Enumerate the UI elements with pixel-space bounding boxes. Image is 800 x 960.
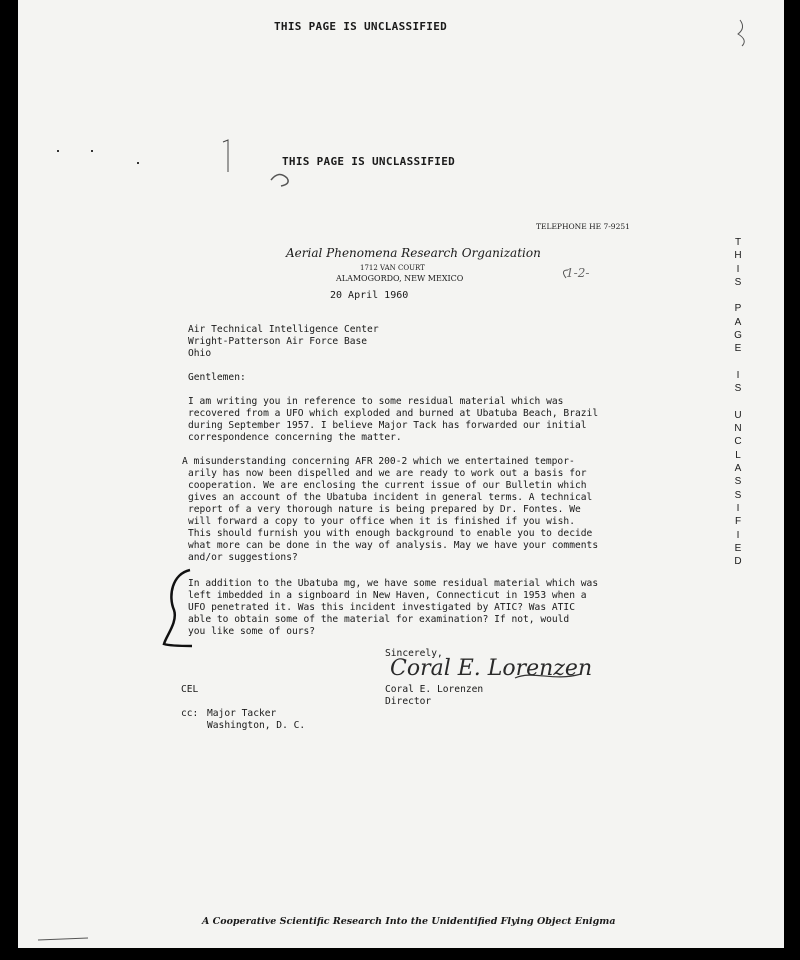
organization-name: Aerial Phenomena Research Organization xyxy=(286,246,541,260)
side-letter: S xyxy=(734,476,742,488)
cc-line: Washington, D. C. xyxy=(207,720,306,731)
side-letter: U xyxy=(734,409,742,421)
side-letter: S xyxy=(734,489,742,501)
side-classification-banner xyxy=(731,236,745,568)
letter-date: 20 April 1960 xyxy=(330,290,409,301)
side-letter: N xyxy=(734,423,742,435)
side-letter: I xyxy=(736,529,740,541)
salutation: Gentlemen: xyxy=(188,372,246,383)
side-letter: I xyxy=(736,263,740,275)
address-city: ALAMOGORDO, NEW MEXICO xyxy=(336,274,464,283)
side-letter: A xyxy=(734,463,742,475)
paragraph-line: arily has now been dispelled and we are ready to work out a basis for xyxy=(188,468,587,479)
side-letter: S xyxy=(734,383,742,395)
paragraph-line: cooperation. We are enclosing the current issue of our Bulletin which xyxy=(188,480,587,491)
signer-name: Coral E. Lorenzen xyxy=(385,684,484,695)
recipient-line: Air Technical Intelligence Center xyxy=(188,324,379,335)
telephone-number: TELEPHONE HE 7-9251 xyxy=(536,222,630,231)
side-letter: E xyxy=(734,343,742,355)
margin-note: 1-2- xyxy=(566,266,590,280)
side-letter: I xyxy=(736,502,740,514)
side-letter xyxy=(731,289,745,302)
paragraph-line: correspondence concerning the matter. xyxy=(188,432,402,443)
side-letter: L xyxy=(735,449,741,461)
side-letter: G xyxy=(734,330,742,342)
paragraph-line: A misunderstanding concerning AFR 200-2 which we entertained tempor- xyxy=(182,456,575,467)
cc-line: Major Tacker xyxy=(207,708,277,719)
recipient-line: Wright-Patterson Air Force Base xyxy=(188,336,368,347)
paragraph-line: This should furnish you with enough background to enable you to decide xyxy=(188,528,593,539)
signer-title: Director xyxy=(385,696,432,707)
paragraph-line: I am writing you in reference to some residual material which was xyxy=(188,396,564,407)
top-classification-banner: THIS PAGE IS UNCLASSIFIED xyxy=(274,20,448,33)
classification-banner: THIS PAGE IS UNCLASSIFIED xyxy=(282,155,456,168)
side-letter: T xyxy=(734,237,742,248)
side-letter: S xyxy=(734,276,742,288)
paragraph-line: left imbedded in a signboard in New Haven, Connecticut in 1953 when a xyxy=(188,590,587,601)
paragraph-line: you like some of ours? xyxy=(188,626,316,637)
paragraph-line: In addition to the Ubatuba mg, we have some residual material which was xyxy=(188,578,599,589)
side-letter: H xyxy=(734,250,742,262)
paragraph-line: able to obtain some of the material for examination? If not, would xyxy=(188,614,570,625)
document-page xyxy=(18,0,784,948)
side-letter: A xyxy=(734,316,742,328)
recipient-line: Ohio xyxy=(188,348,212,359)
paragraph-line: will forward a copy to your office when it is finished if you wish. xyxy=(188,516,575,527)
closing: Sincerely, xyxy=(385,648,443,659)
side-letter: E xyxy=(734,542,742,554)
side-letter: F xyxy=(734,516,742,528)
cc-label: cc: xyxy=(181,708,199,719)
side-letter xyxy=(731,396,745,409)
signature: Coral E. Lorenzen xyxy=(390,656,593,681)
paragraph-line: during September 1957. I believe Major Tack has forwarded our initial xyxy=(188,420,587,431)
signature-flourish xyxy=(513,668,583,684)
paragraph-line: recovered from a UFO which exploded and burned at Ubatuba Beach, Brazil xyxy=(188,408,599,419)
side-letter: C xyxy=(734,436,742,448)
side-letter: D xyxy=(734,556,742,568)
letterhead-footer: A Cooperative Scientific Research Into the Unidentified Flying Object Enigma xyxy=(202,916,616,927)
side-letter xyxy=(731,356,745,369)
address-street: 1712 VAN COURT xyxy=(360,264,425,272)
paragraph-line: gives an account of the Ubatuba incident in general terms. A technical xyxy=(188,492,593,503)
paragraph-line: report of a very thorough nature is being prepared by Dr. Fontes. We xyxy=(188,504,581,515)
typist-initials: CEL xyxy=(181,684,199,695)
paragraph-line: UFO penetrated it. Was this incident investigated by ATIC? Was ATIC xyxy=(188,602,575,613)
side-letter: P xyxy=(734,303,742,315)
paragraph-line: and/or suggestions? xyxy=(188,552,298,563)
side-letter: I xyxy=(736,369,740,381)
paragraph-line: what more can be done in the way of analysis. May we have your comments xyxy=(188,540,599,551)
